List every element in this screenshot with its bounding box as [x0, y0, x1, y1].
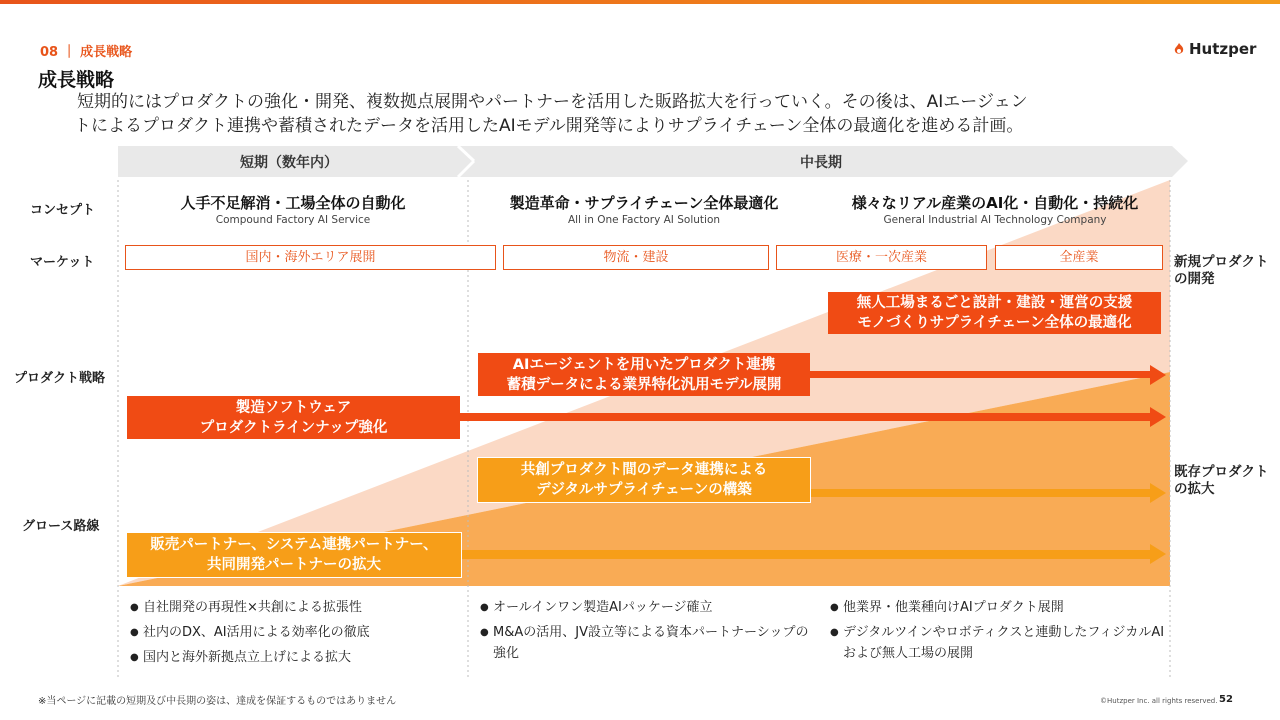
concept-long-title: 様々なリアル産業のAI化・自動化・持続化: [851, 194, 1139, 212]
product-box-digital-supply-chain: [477, 457, 811, 503]
bullet-list-short: [130, 597, 460, 672]
product-box-digital-supply-chain-line1: 共創プロダクト間のデータ連携による: [520, 462, 768, 478]
intro-line-2: トによるプロダクト連携や蓄積されたデータを活用したAIモデル開発等によりサプライチェーン全体の最適化を進める計画。: [74, 116, 1024, 136]
side-label-existing-products: [1174, 464, 1269, 498]
bullet-list-mid: [480, 597, 815, 668]
product-box-ai-agent: [478, 353, 810, 396]
concept-short: [118, 192, 468, 226]
product-box-manufacturing-software: [127, 396, 460, 439]
page-title: 成長戦略: [38, 69, 115, 91]
list-item: ● デジタルツインやロボティクスと連動したフィジカルAIおよび無人工場の展開: [830, 622, 1165, 664]
list-item: ● オールインワン製造AIパッケージ確立: [480, 597, 815, 618]
product-box-manufacturing-software-line2: プロダクトラインナップ強化: [199, 419, 388, 436]
product-box-unmanned-factory-line2: モノづくりサプライチェーン全体の最適化: [857, 315, 1132, 331]
product-box-ai-agent-line2: 蓄積データによる業界特化汎用モデル展開: [506, 376, 782, 393]
concept-long: [822, 192, 1168, 226]
row-label-product: プロダクト戦略: [14, 371, 106, 386]
product-box-partners: [126, 532, 462, 578]
row-label-growth: グロース路線: [22, 519, 100, 534]
phase-midlong-label: 中長期: [800, 155, 842, 171]
product-box-unmanned-factory: [828, 292, 1161, 334]
product-box-digital-supply-chain-line2: デジタルサプライチェーンの構築: [536, 482, 752, 498]
product-box-partners-line2: 共同開発パートナーの拡大: [207, 557, 381, 573]
market-box-medical: 医療・一次産業: [776, 245, 987, 270]
market-box-logistics: 物流・建設: [503, 245, 769, 270]
footnote: ※当ページに記載の短期及び中長期の姿は、達成を保証するものではありません: [38, 696, 397, 707]
side-label-new-line1: 新規プロダクト: [1174, 254, 1269, 270]
row-label-concept: コンセプト: [30, 203, 96, 218]
market-box-all-industries: 全産業: [995, 245, 1163, 270]
side-label-new-products: [1174, 254, 1269, 288]
phase-short-label: 短期（数年内）: [240, 155, 338, 171]
concept-mid: [470, 192, 818, 226]
section-label: 08 ｜ 成長戦略: [40, 45, 133, 60]
product-box-unmanned-factory-line1: 無人工場まるごと設計・建設・運営の支援: [856, 295, 1133, 311]
list-item: ● 社内のDX、AI活用による効率化の徹底: [130, 622, 460, 643]
product-box-partners-line1: 販売パートナー、システム連携パートナー、: [150, 537, 438, 553]
list-item: ● 国内と海外新拠点立上げによる拡大: [130, 647, 460, 668]
copyright: ©Hutzper Inc. all rights reserved.: [1100, 697, 1218, 705]
concept-mid-title: 製造革命・サプライチェーン全体最適化: [509, 194, 779, 212]
product-box-ai-agent-line1: AIエージェントを用いたプロダクト連携: [512, 356, 776, 373]
product-box-manufacturing-software-line1: 製造ソフトウェア: [235, 399, 352, 416]
page-number: 52: [1219, 694, 1233, 705]
logo-text: Hutzper: [1189, 40, 1257, 58]
side-label-existing-line2: の拡大: [1174, 481, 1215, 497]
market-box-domestic-overseas: 国内・海外エリア展開: [125, 245, 496, 270]
concept-long-subtitle: General Industrial AI Technology Company: [883, 214, 1107, 226]
intro-line-1: 短期的にはプロダクトの強化・開発、複数拠点展開やパートナーを活用した販路拡大を行っていく。その後は、AIエージェン: [77, 92, 1028, 112]
list-item: ● 自社開発の再現性×共創による拡張性: [130, 597, 460, 618]
row-label-market: マーケット: [30, 255, 95, 270]
concept-short-subtitle: Compound Factory AI Service: [215, 214, 371, 226]
list-item: ● 他業界・他業種向けAIプロダクト展開: [830, 597, 1165, 618]
bullet-list-long: [830, 597, 1165, 668]
concept-short-title: 人手不足解消・工場全体の自動化: [180, 194, 406, 212]
list-item: ● M&Aの活用、JV設立等による資本パートナーシップの強化: [480, 622, 815, 664]
side-label-new-line2: の開発: [1174, 271, 1215, 287]
side-label-existing-line1: 既存プロダクト: [1174, 464, 1269, 480]
concept-mid-subtitle: All in One Factory AI Solution: [567, 214, 721, 226]
